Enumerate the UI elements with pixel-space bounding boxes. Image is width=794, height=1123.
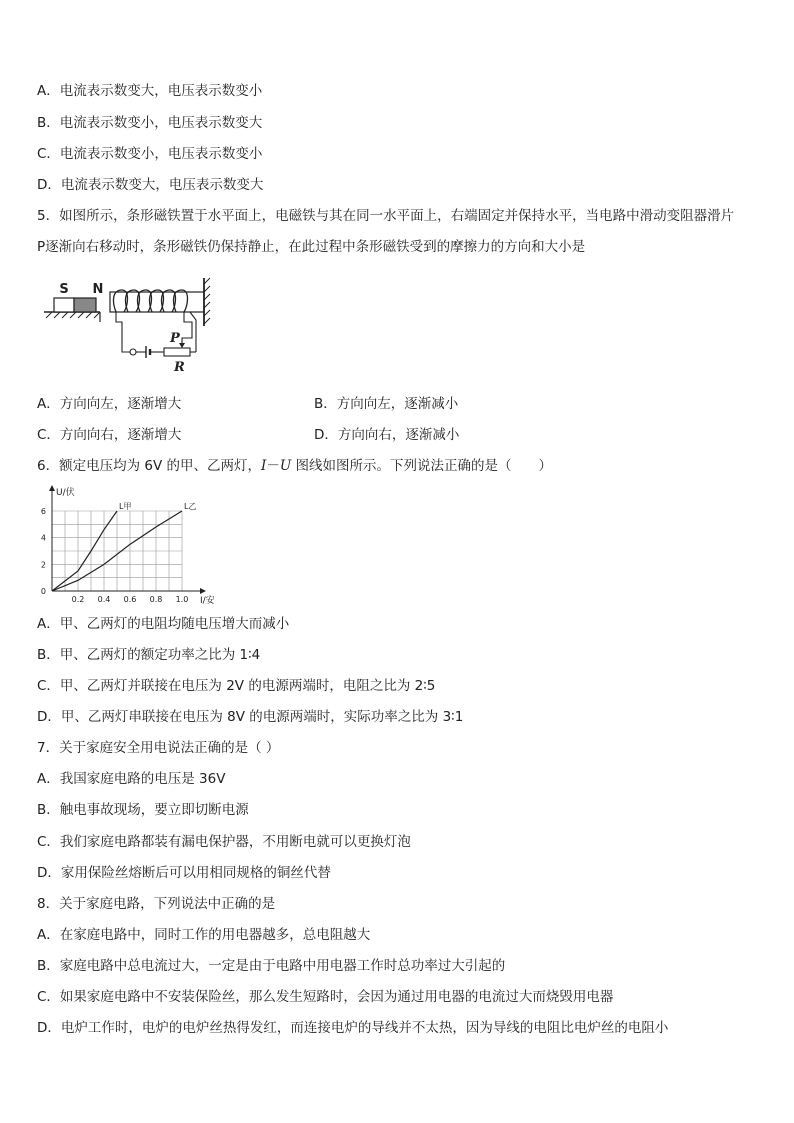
q6-option-b: B．甲、乙两灯的额定功率之比为 1∶4 <box>37 647 261 663</box>
q6-stem <box>37 457 552 475</box>
q8-option-b: B．家庭电路中总电流过大，一定是由于电路中用电器工作时总功率过大引起的 <box>37 958 506 974</box>
chart-x-tick-label: 0.8 <box>149 595 163 604</box>
q6-iu-chart <box>36 484 216 606</box>
chart-xlabel: I/安 <box>200 596 215 606</box>
chart-y-tick-label: 2 <box>40 560 46 570</box>
q5-figure-electromagnet <box>42 276 217 374</box>
q7-option-c: C．我们家庭电路都装有漏电保护器，不用断电就可以更换灯泡 <box>37 834 411 850</box>
chart-y-arrow <box>49 485 55 491</box>
chart-x-arrow <box>200 588 206 594</box>
q7-stem: 7．关于家庭安全用电说法正确的是（ ） <box>37 740 280 756</box>
q5-label-p: P <box>170 331 180 346</box>
q7-option-d: D．家用保险丝熔断后可以用相同规格的铜丝代替 <box>37 865 331 881</box>
chart-x-tick-label: 1.0 <box>175 595 189 604</box>
q6-option-a: A．甲、乙两灯的电阻均随电压增大而减小 <box>37 616 290 632</box>
q8-option-c: C．如果家庭电路中不安装保险丝，那么发生短路时，会因为通过用电器的电流过大而烧毁用电器 <box>37 989 614 1005</box>
q5-stem-line2: P逐渐向右移动时，条形磁铁仍保持静止，在此过程中条形磁铁受到的摩擦力的方向和大小是 <box>37 239 586 255</box>
q5-option-b: B．方向向左，逐渐减小 <box>314 396 459 412</box>
q5-label-s: S <box>59 282 69 297</box>
q5-label-n: N <box>92 282 104 297</box>
q6-option-c: C．甲、乙两灯并联接在电压为 2V 的电源两端时，电阻之比为 2∶5 <box>37 678 436 694</box>
q8-stem: 8．关于家庭电路，下列说法中正确的是 <box>37 896 276 912</box>
chart-x-tick-label: 0.6 <box>123 595 137 604</box>
chart-series-label-1: L甲 <box>119 502 132 511</box>
q5-option-c: C．方向向右，逐渐增大 <box>37 427 182 443</box>
chart-y-tick-label: 4 <box>40 533 46 543</box>
q4-option-c: C．电流表示数变小，电压表示数变小 <box>37 146 263 162</box>
q4-option-b: B．电流表示数变小，电压表示数变大 <box>37 115 263 131</box>
chart-y-tick-label: 0 <box>40 587 46 596</box>
q8-option-d: D．电炉工作时，电炉的电炉丝热得发红，而连接电炉的导线并不太热，因为导线的电阻比电炉丝的电阻小 <box>37 1020 669 1036</box>
q6-stem-i: I <box>261 458 267 474</box>
q7-option-b: B．触电事故现场，要立即切断电源 <box>37 802 249 818</box>
chart-y-tick-label: 6 <box>40 507 46 516</box>
q6-stem-dash: － <box>266 458 280 474</box>
q6-stem-a: 6．额定电压均为 6V 的甲、乙两灯， <box>37 458 261 474</box>
q5-label-r: R <box>174 360 185 374</box>
q5-stem-line1: 5．如图所示，条形磁铁置于水平面上，电磁铁与其在同一水平面上，右端固定并保持水平，当电路中滑动变阻器滑片 <box>37 208 735 224</box>
chart-series-label-2: L乙 <box>184 502 197 511</box>
q6-stem-u: U <box>279 458 292 474</box>
q4-option-a: A．电流表示数变大，电压表示数变小 <box>37 83 263 99</box>
q5-option-d: D．方向向右，逐渐减小 <box>314 427 460 443</box>
chart-x-tick-label: 0.2 <box>71 595 85 604</box>
chart-x-tick-label: 0.4 <box>97 595 111 604</box>
q6-option-d: D．甲、乙两灯串联接在电压为 8V 的电源两端时，实际功率之比为 3∶1 <box>37 709 464 725</box>
q7-option-a: A．我国家庭电路的电压是 36V <box>37 771 226 787</box>
q6-stem-b: 图线如图所示。下列说法正确的是（ ） <box>291 458 553 474</box>
q5-option-a: A．方向向左，逐渐增大 <box>37 396 182 412</box>
q4-option-d: D．电流表示数变大，电压表示数变大 <box>37 177 264 193</box>
chart-ylabel: U/伏 <box>56 488 75 498</box>
q8-option-a: A．在家庭电路中，同时工作的用电器越多，总电阻越大 <box>37 927 371 943</box>
